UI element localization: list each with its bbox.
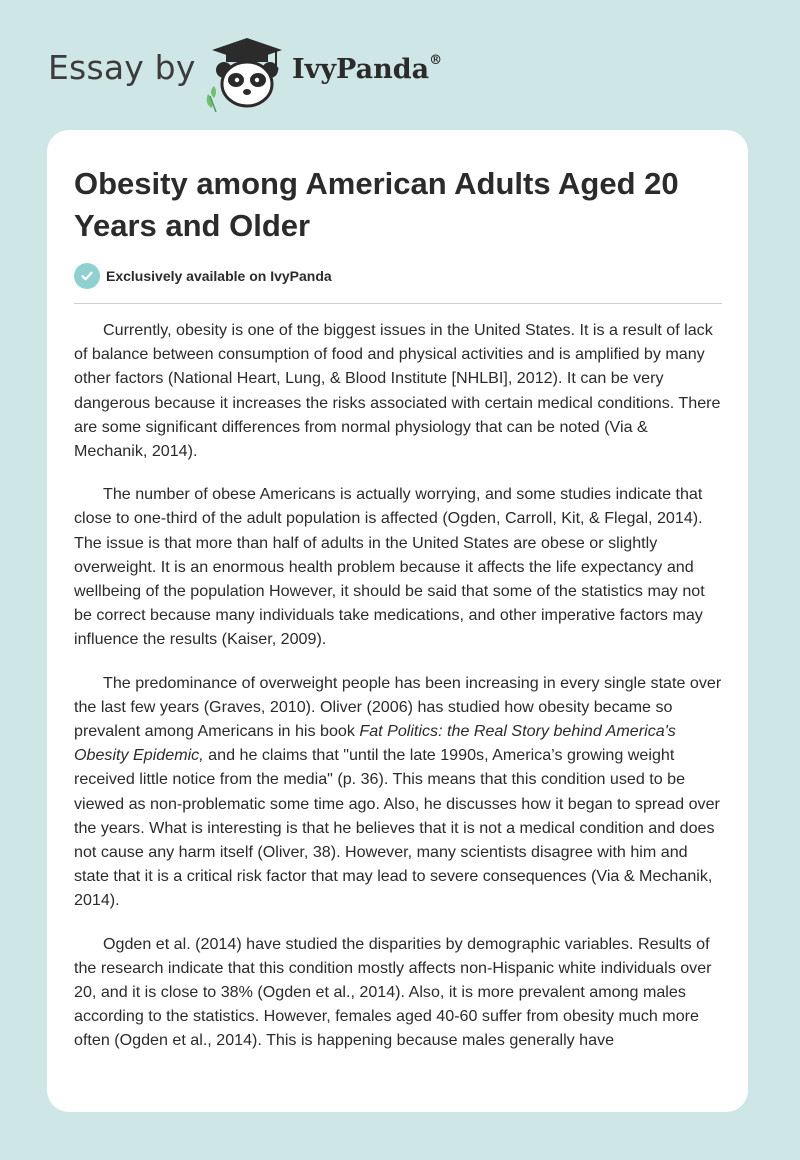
- paragraph: The number of obese Americans is actually worrying, and some studies indicate that close to one-third of the adult population is affected (Ogden, Carroll, Kit, & Flegal, 2014). The issue is that more than half of adults in the United States are obese or slightly overweight. It is an enormous health problem because it affects the life expectancy and wellbeing of the population However, it should be said that some of the statistics may not be correct because many individuals take medications, and other imperative factors may influence the results (Kaiser, 2009).: [74, 485, 705, 649]
- book-title: Fat Politics: the Real Story behind America's Obesity Epidemic,: [74, 722, 676, 765]
- site-header: [48, 34, 748, 114]
- paragraph: Ogden et al. (2014) have studied the disparities by demographic variables. Results of the research indicate that this condition mostly affects non-Hispanic white individuals over 20, and it is close to 38% (Ogden et al., 2014). Also, it is more prevalent among males according to the statistics. However, females aged 40-60 suffer from obesity much more often (Ogden et al., 2014). This is happening because males generally have: [74, 934, 712, 1050]
- brand-text: IvyPanda: [292, 54, 430, 85]
- essay-card: [47, 130, 748, 1112]
- checkmark-icon: [74, 263, 100, 289]
- paragraph: [74, 671, 724, 913]
- divider: [74, 303, 722, 304]
- ivypanda-logo-icon[interactable]: [202, 34, 292, 112]
- paragraph-text: The predominance of overweight people has been increasing in every single state over the last few years (Graves, 2010). Oliver (2006) has studied how obesity became so prevalent among Americans in his book: [74, 673, 722, 741]
- essay-body: [74, 318, 724, 1072]
- essay-by-label: Essay by: [48, 48, 196, 87]
- badge-label: Exclusively available on IvyPanda: [106, 268, 332, 284]
- registered-mark: ®: [429, 53, 443, 68]
- exclusive-badge: [74, 263, 332, 289]
- paragraph-text: and he claims that "until the late 1990s, America’s growing weight received little notice from the media" (p. 36). This means that this condition used to be viewed as non-problematic some time ago. Also, he discusses how it began to spread over the years. What is interesting is that he believes that it is not a medical condition and does not cause any harm itself (Oliver, 38). However, many scientists disagree with him and state that it is a critical risk factor that may lead to severe consequences (Via & Mechanik, 2014).: [74, 746, 720, 910]
- paragraph: Currently, obesity is one of the biggest issues in the United States. It is a result of lack of balance between consumption of food and physical activities and is amplified by many other factors (National Heart, Lung, & Blood Institute [NHLBI], 2012). It can be very dangerous because it increases the risks associated with certain medical conditions. There are some significant differences from normal physiology that can be noted (Via & Mechanik, 2014).: [74, 321, 721, 461]
- page-title: Obesity among American Adults Aged 20 Years and Older: [74, 166, 679, 243]
- brand-name[interactable]: [292, 54, 442, 85]
